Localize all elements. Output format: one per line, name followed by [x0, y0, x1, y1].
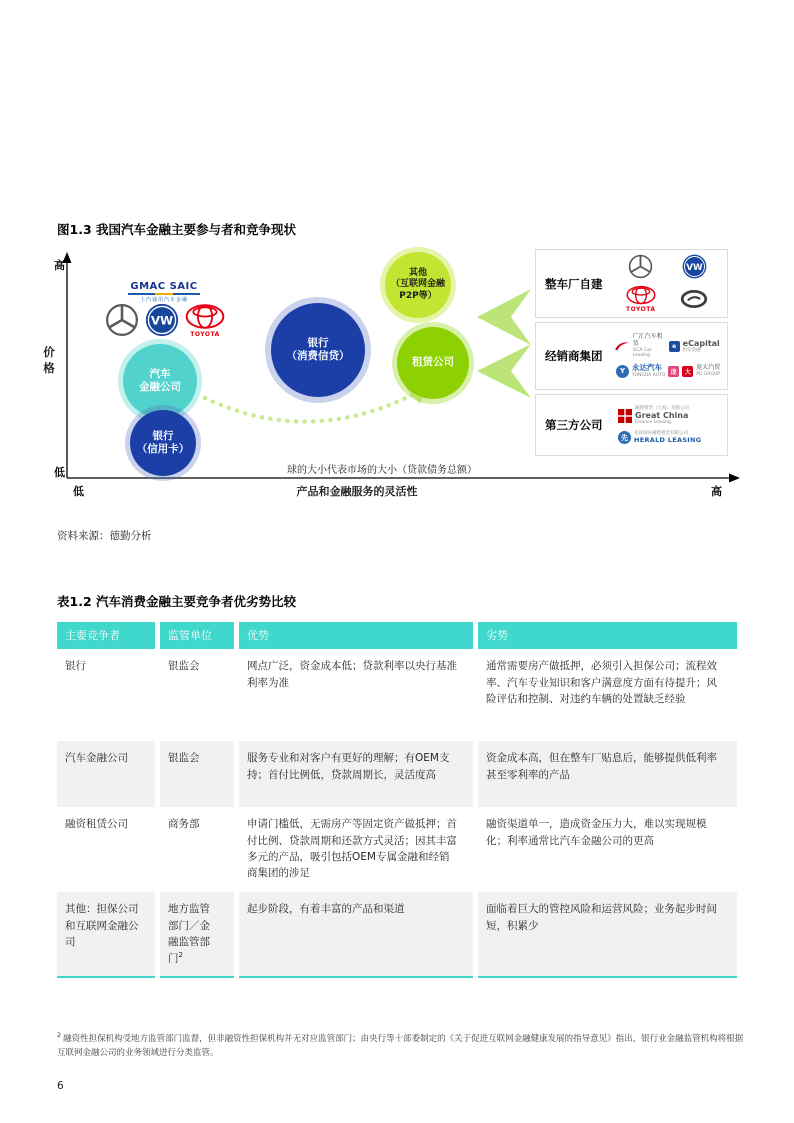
table-header-row: [57, 622, 737, 649]
cell-disadvantages: 资金成本高，但在整车厂贴息后，能够提供低利率甚至零利率的产品: [478, 741, 737, 807]
cell-disadvantages: 通常需要房产做抵押，必须引入担保公司；流程效率、汽车专业知识和客户满意度方面有待提升；风险评估和控制、对违约车辆的处置缺乏经验: [478, 649, 737, 741]
great-china-icon: [618, 409, 632, 423]
x-axis-arrow-icon: [729, 474, 740, 483]
chevron-arrow-lower-icon: [477, 344, 531, 398]
bubble-others-p2p: 其他 （互联网金融 P2P等）: [385, 252, 451, 318]
svg-text:VW: VW: [150, 313, 174, 328]
vw-logo-icon: [145, 303, 179, 337]
y-axis-title: 价 格: [43, 345, 55, 375]
chevron-arrow-upper-icon: [477, 289, 531, 345]
cell-advantages: 服务专业和对客户有更好的理解；有OEM支持；首付比例低，贷款周期长，灵活度高: [239, 741, 473, 807]
pangda-icon-2: 大: [682, 366, 693, 377]
cell-regulator: 商务部: [160, 807, 234, 892]
table-header-competitor: 主要竞争者: [57, 622, 155, 649]
ecapital-icon: e: [669, 341, 680, 352]
cell-advantages: 起步阶段，有着丰富的产品和渠道: [239, 892, 473, 978]
x-axis-low-label: 低: [73, 485, 84, 498]
bubble-bank-credit-card: 银行 （信用卡）: [130, 410, 196, 476]
footnote-reference: 2: [178, 951, 183, 960]
cell-disadvantages: 面临着巨大的管控风险和运营风险；业务起步时间短，积累少: [478, 892, 737, 978]
mercedes-logo-icon: [105, 303, 139, 337]
bubble-leasing-company: 租赁公司: [397, 327, 469, 399]
table-row: [57, 807, 737, 892]
cell-regulator: 银监会: [160, 649, 234, 741]
herald-icon: 先: [618, 431, 631, 444]
yongda-logo: Y 永达汽车 YONGDA AUTO: [616, 364, 665, 378]
pangda-icon-1: 庞: [668, 366, 679, 377]
panel-box-dealer-logos: [614, 328, 727, 384]
bubble-bank-consumer-credit: 银行 （消费信贷）: [271, 303, 365, 397]
cell-regulator: 银监会: [160, 741, 234, 807]
footnote-marker: 2: [57, 1031, 62, 1039]
table-header-disadvantages: 劣势: [478, 622, 737, 649]
toyota-emblem-icon: [185, 303, 225, 330]
figure-title: 图1.3 我国汽车金融主要参与者和竞争现状: [57, 222, 296, 237]
panel-box-oem: 整车厂自建 VW TOYOTA: [535, 249, 728, 318]
mercedes-logo-icon: [628, 254, 653, 279]
y-axis-high-label: 高: [54, 259, 65, 272]
cell-competitor: 其他：担保公司和互联网金融公司: [57, 892, 155, 978]
herald-leasing-logo: 先 先锋国际融资租赁有限公司 HERALD LEASING: [618, 431, 701, 444]
toyota-emblem-icon: [626, 285, 656, 305]
table-row: [57, 892, 737, 978]
figure-source: 资料来源：德勤分析: [57, 530, 152, 542]
toyota-logo: TOYOTA: [626, 285, 656, 313]
pangda-logo: 庞 大 庞大汽贸 PD GROUP: [668, 365, 720, 377]
ecapital-logo: e eCapital 恒信金融: [669, 339, 720, 353]
guanghui-logo: 广汇汽车租赁 GCA Car Leasing: [614, 334, 668, 358]
guanghui-swoosh-icon: [614, 340, 630, 352]
svg-text:VW: VW: [686, 262, 703, 273]
panel-box-thirdparty-logos: [614, 400, 727, 451]
bubble-size-note: 球的大小代表市场的大小（贷款债务总额）: [287, 465, 477, 476]
yongda-icon: Y: [616, 365, 629, 378]
great-china-logo: 融资租赁（上海）有限公司 Great China Finance Leasing: [618, 406, 689, 426]
cell-competitor: 融资租赁公司: [57, 807, 155, 892]
oem-logos-row: [105, 303, 235, 338]
table-title: 表1.2 汽车消费金融主要竞争者优劣势比较: [57, 594, 296, 609]
table-header-advantages: 优势: [239, 622, 473, 649]
cell-advantages: 网点广泛，资金成本低；贷款利率以央行基准利率为准: [239, 649, 473, 741]
cell-regulator: 地方监管部门／金融监管部门$^2$: [160, 892, 234, 978]
table-row: [57, 741, 737, 807]
competitor-comparison-table: [57, 622, 737, 978]
footnote: $^2$ 融资性担保机构受地方监管部门监督，但非融资性担保机构并无对应监管部门；由央行等十部委制定的《关于促进互联网金融健康发展的指导意见》指出，银行业金融监管机构将根据互联网金融公司的业务领域进行分类监管。: [57, 1031, 744, 1059]
cell-advantages: 申请门槛低，无需房产等固定资产做抵押；首付比例、贷款周期和还款方式灵活；因其丰富多元的产品，吸引包括OEM专属金融和经销商集团的涉足: [239, 807, 473, 892]
bubble-auto-finance-company: 汽车 金融公司: [123, 344, 197, 418]
toyota-logo: TOYOTA: [185, 303, 225, 338]
panel-box-third-party: 第三方公司 融资租赁（上海）有限公司 Great China Finance Leasing 先 先锋国际融资租赁有限公司 HERALD LEASING: [535, 394, 728, 456]
x-axis-high-label: 高: [711, 485, 722, 498]
vw-logo-icon: [682, 254, 707, 279]
table-header-regulator: 监管单位: [160, 622, 234, 649]
table-row: [57, 649, 737, 741]
panel-box-oem-logos: [614, 248, 727, 319]
cell-competitor: 汽车金融公司: [57, 741, 155, 807]
x-axis-title: 产品和金融服务的灵活性: [296, 485, 418, 498]
oval-car-brand-logo-icon: [680, 290, 708, 308]
gmac-rule: [128, 293, 200, 295]
page-number: 6: [57, 1080, 64, 1092]
cell-disadvantages: 融资渠道单一，造成资金压力大，难以实现规模化；利率通常比汽车金融公司的更高: [478, 807, 737, 892]
y-axis-low-label: 低: [54, 466, 65, 479]
gmac-saic-logo: GMAC SAIC 上汽通用汽车金融: [124, 281, 204, 303]
panel-box-dealer-groups: 经销商集团 广汇汽车租赁 GCA Car Leasing e eCapital 恒信金融 Y 永达汽车 YONGDA AUTO 庞 大 庞大汽贸 PD GROUP: [535, 322, 728, 390]
cell-competitor: 银行: [57, 649, 155, 741]
